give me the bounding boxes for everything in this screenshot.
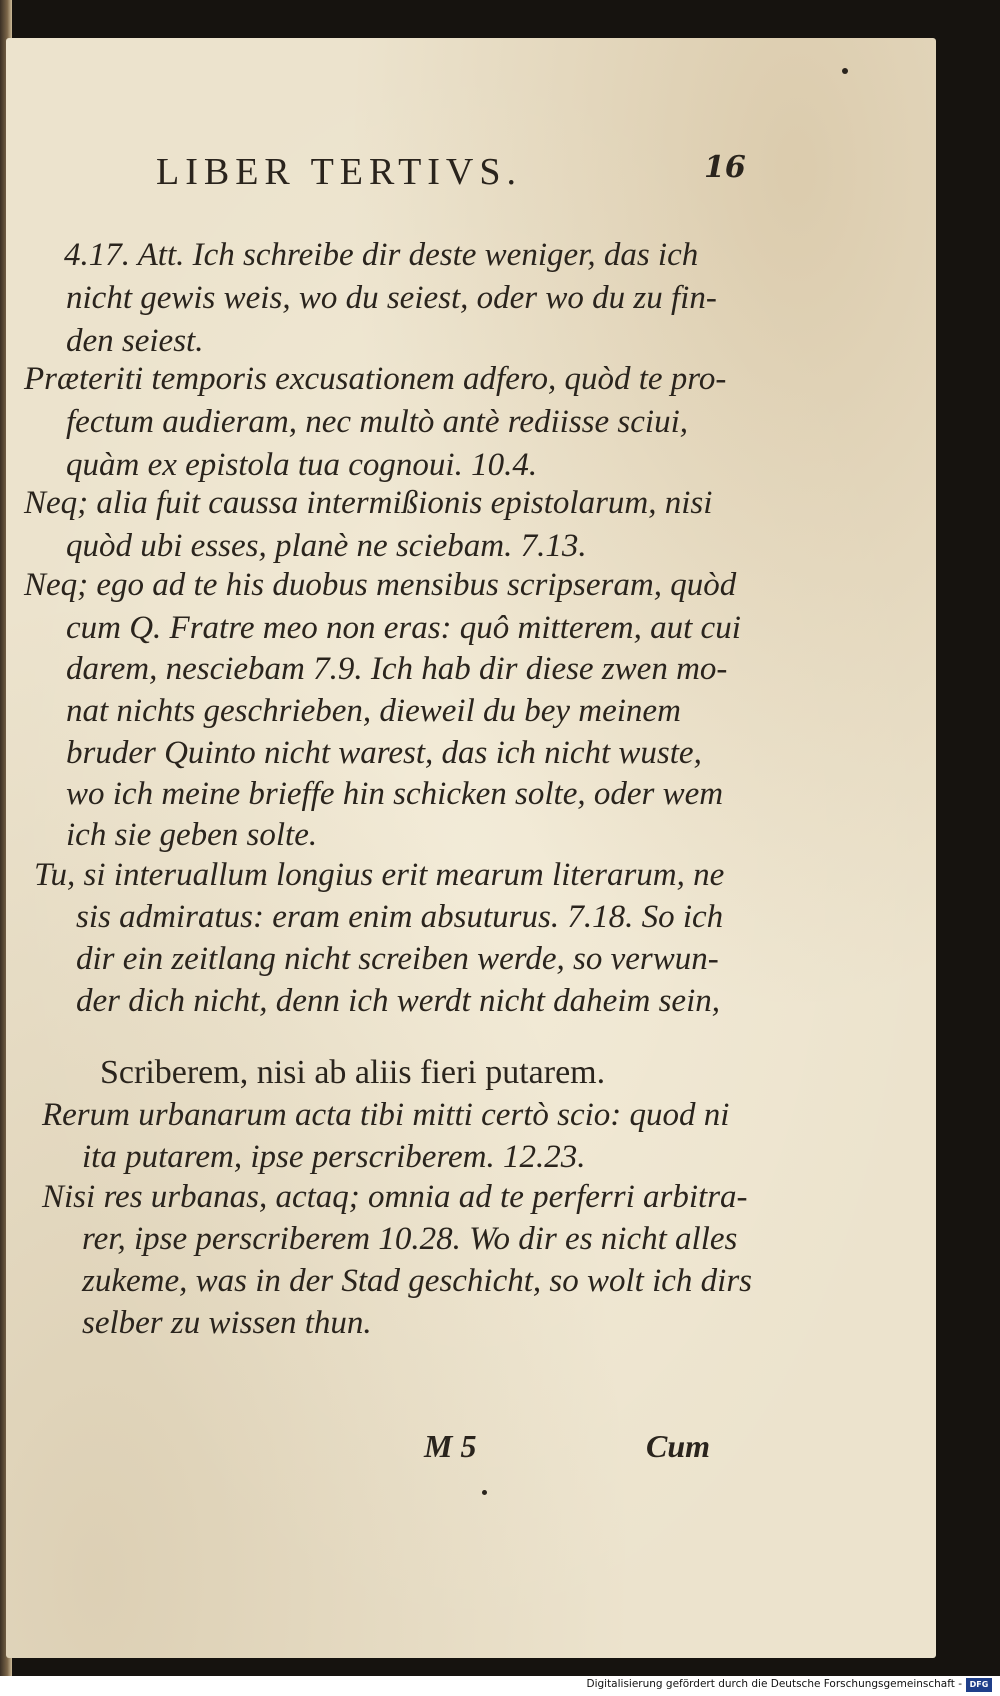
running-title: LIBER TERTIVS. (156, 151, 523, 193)
text-line: bruder Quinto nicht warest, das ich nicht wuste, (66, 735, 702, 771)
text-line: sis admiratus: eram enim absuturus. 7.18. So ich (76, 899, 724, 935)
text-line: dir ein zeitlang nicht screiben werde, so verwun- (76, 941, 719, 977)
catchword: Cum (646, 1428, 711, 1464)
ink-speck (842, 68, 848, 74)
text-line: nat nichts geschrieben, dieweil du bey meinem (66, 693, 681, 729)
text-line: zukeme, was in der Stad geschicht, so wolt ich dirs (82, 1263, 753, 1299)
text-line: Rerum urbanarum acta tibi mitti certò scio: quod ni (42, 1097, 730, 1133)
text-line: selber zu wissen thun. (82, 1305, 372, 1341)
text-line: cum Q. Fratre meo non eras: quô mitterem, aut cui (66, 610, 741, 646)
dfg-logo-icon: DFG (966, 1678, 992, 1692)
text-line: quàm ex epistola tua cognoui. 10.4. (66, 447, 538, 483)
text-line: quòd ubi esses, planè ne sciebam. 7.13. (66, 528, 587, 564)
text-line: rer, ipse perscriberem 10.28. Wo dir es nicht alles (82, 1221, 738, 1257)
ink-speck (482, 1490, 487, 1495)
section-heading: Scriberem, nisi ab aliis fieri putarem. (100, 1054, 606, 1091)
book-page (6, 38, 936, 1658)
text-line: fectum audieram, nec multò antè rediisse sciui, (66, 404, 688, 440)
digitization-footer (0, 1676, 1000, 1696)
text-line: darem, nesciebam 7.9. Ich hab dir diese zwen mo- (66, 651, 728, 687)
footer-credit: Digitalisierung gefördert durch die Deutsche Forschungsgemeinschaft - (586, 1678, 962, 1690)
text-line: Tu, si interuallum longius erit mearum literarum, ne (34, 857, 725, 893)
text-line: Præteriti temporis excusationem adfero, quòd te pro- (24, 361, 727, 397)
text-line: ich sie geben solte. (66, 817, 318, 853)
folio-number: 16 (704, 150, 746, 185)
text-line: wo ich meine brieffe hin schicken solte, oder wem (66, 776, 724, 812)
signature-mark: M 5 (424, 1428, 477, 1464)
text-line: der dich nicht, denn ich werdt nicht daheim sein, (76, 983, 720, 1019)
text-line: den seiest. (66, 323, 204, 359)
text-line: Neq; alia fuit caussa intermißionis epistolarum, nisi (24, 485, 713, 521)
text-line: Neq; ego ad te his duobus mensibus scripseram, quòd (24, 567, 737, 603)
text-line: nicht gewis weis, wo du seiest, oder wo du zu fin- (66, 280, 717, 316)
text-line: ita putarem, ipse perscriberem. 12.23. (82, 1139, 586, 1175)
page-text (6, 38, 936, 1658)
text-line: Nisi res urbanas, actaq; omnia ad te perferri arbitra- (42, 1179, 748, 1215)
text-line: 4.17. Att. Ich schreibe dir deste weniger, das ich (64, 237, 699, 273)
